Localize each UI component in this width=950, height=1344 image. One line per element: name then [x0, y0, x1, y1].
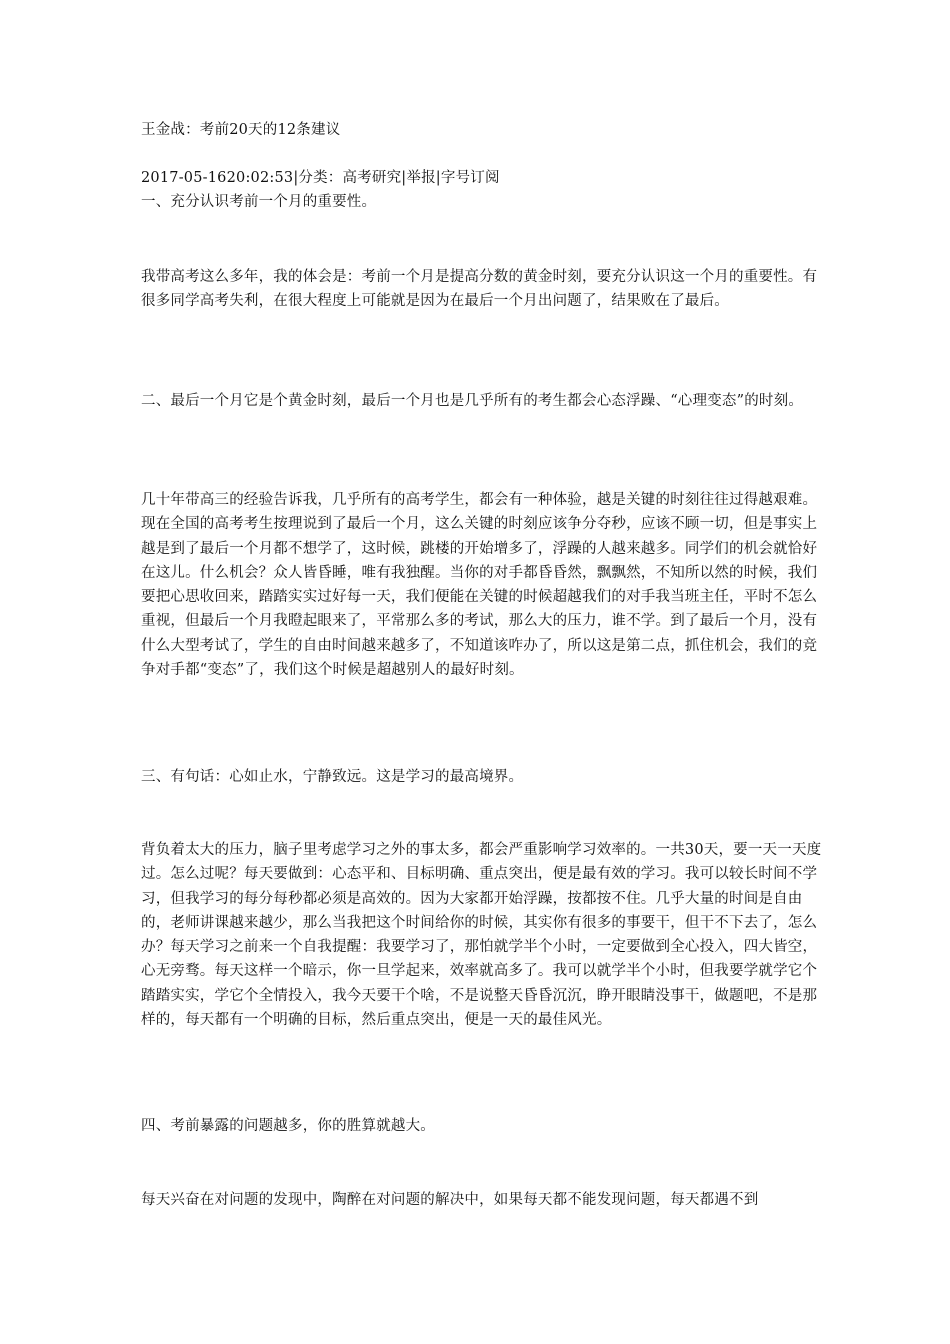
section-heading-2: 二、最后一个月它是个黄金时刻，最后一个月也是几乎所有的考生都会心态浮躁、“心理变态”的时刻。	[141, 393, 804, 409]
paragraph-2: 几十年带高三的经验告诉我，几乎所有的高考学生，都会有一种体验，越是关键的时刻往往过得越艰难。现在全国的高考考生按理说到了最后一个月，这么关键的时刻应该争分夺秒，应该不顾一切，但是事实上越是到了最后一个月都不想学了，这时候，跳楼的开始增多了，浮躁的人越来越多。同学们的机会就恰好在这儿。什么机会？众人皆昏睡，唯有我独醒。当你的对手都昏昏然，飘飘然，不知所以然的时候，我们要把心思收回来，踏踏实实过好每一天，我们便能在关键的时候超越我们的对手我当班主任，平时不怎么重视，但最后一个月我瞪起眼来了，平常那么多的考试，那么大的压力，谁不学。到了最后一个月，没有什么大型考试了，学生的自由时间越来越多了，不知道该咋办了，所以这是第二点，抓住机会，我们的竞争对手都“变态”了，我们这个时候是超越别人的最好时刻。	[141, 492, 818, 679]
paragraph-3: 背负着太大的压力，脑子里考虑学习之外的事太多，都会严重影响学习效率的。一共30天，要一天一天度过。怎么过呢？每天要做到：心态平和、目标明确、重点突出，便是最有效的学习。我可以较长时间不学习，但我学习的每分每秒都必须是高效的。因为大家都开始浮躁，按都按不住。几乎大量的时间是自由的，老师讲课越来越少，那么当我把这个时间给你的时候，其实你有很多的事要干，但干不下去了，怎么办？每天学习之前来一个自我提醒：我要学习了，那怕就学半个小时，一定要做到全心投入，四大皆空，心无旁骛。每天这样一个暗示，你一旦学起来，效率就高多了。我可以就学半个小时，但我要学就学它个踏踏实实，学它个全情投入，我今天要干个啥，不是说整天昏昏沉沉，睁开眼睛没事干，做题吧，不是那样的，每天都有一个明确的目标，然后重点突出，便是一天的最佳风光。	[141, 842, 822, 1029]
paragraph-4: 每天兴奋在对问题的发现中，陶醉在对问题的解决中，如果每天都不能发现问题，每天都遇不到	[141, 1192, 759, 1208]
section-heading-4: 四、考前暴露的问题越多，你的胜算就越大。	[141, 1118, 435, 1134]
document-meta: 2017-05-1620:02:53|分类：高考研究|举报|字号订阅	[141, 170, 500, 186]
document-title: 王金战：考前20天的12条建议	[141, 122, 341, 138]
section-heading-3: 三、有句话：心如止水，宁静致远。这是学习的最高境界。	[141, 769, 524, 785]
paragraph-1: 我带高考这么多年，我的体会是：考前一个月是提高分数的黄金时刻，要充分认识这一个月的重要性。有很多同学高考失利，在很大程度上可能就是因为在最后一个月出问题了，结果败在了最后。	[141, 269, 818, 310]
section-heading-1: 一、充分认识考前一个月的重要性。	[141, 194, 377, 210]
